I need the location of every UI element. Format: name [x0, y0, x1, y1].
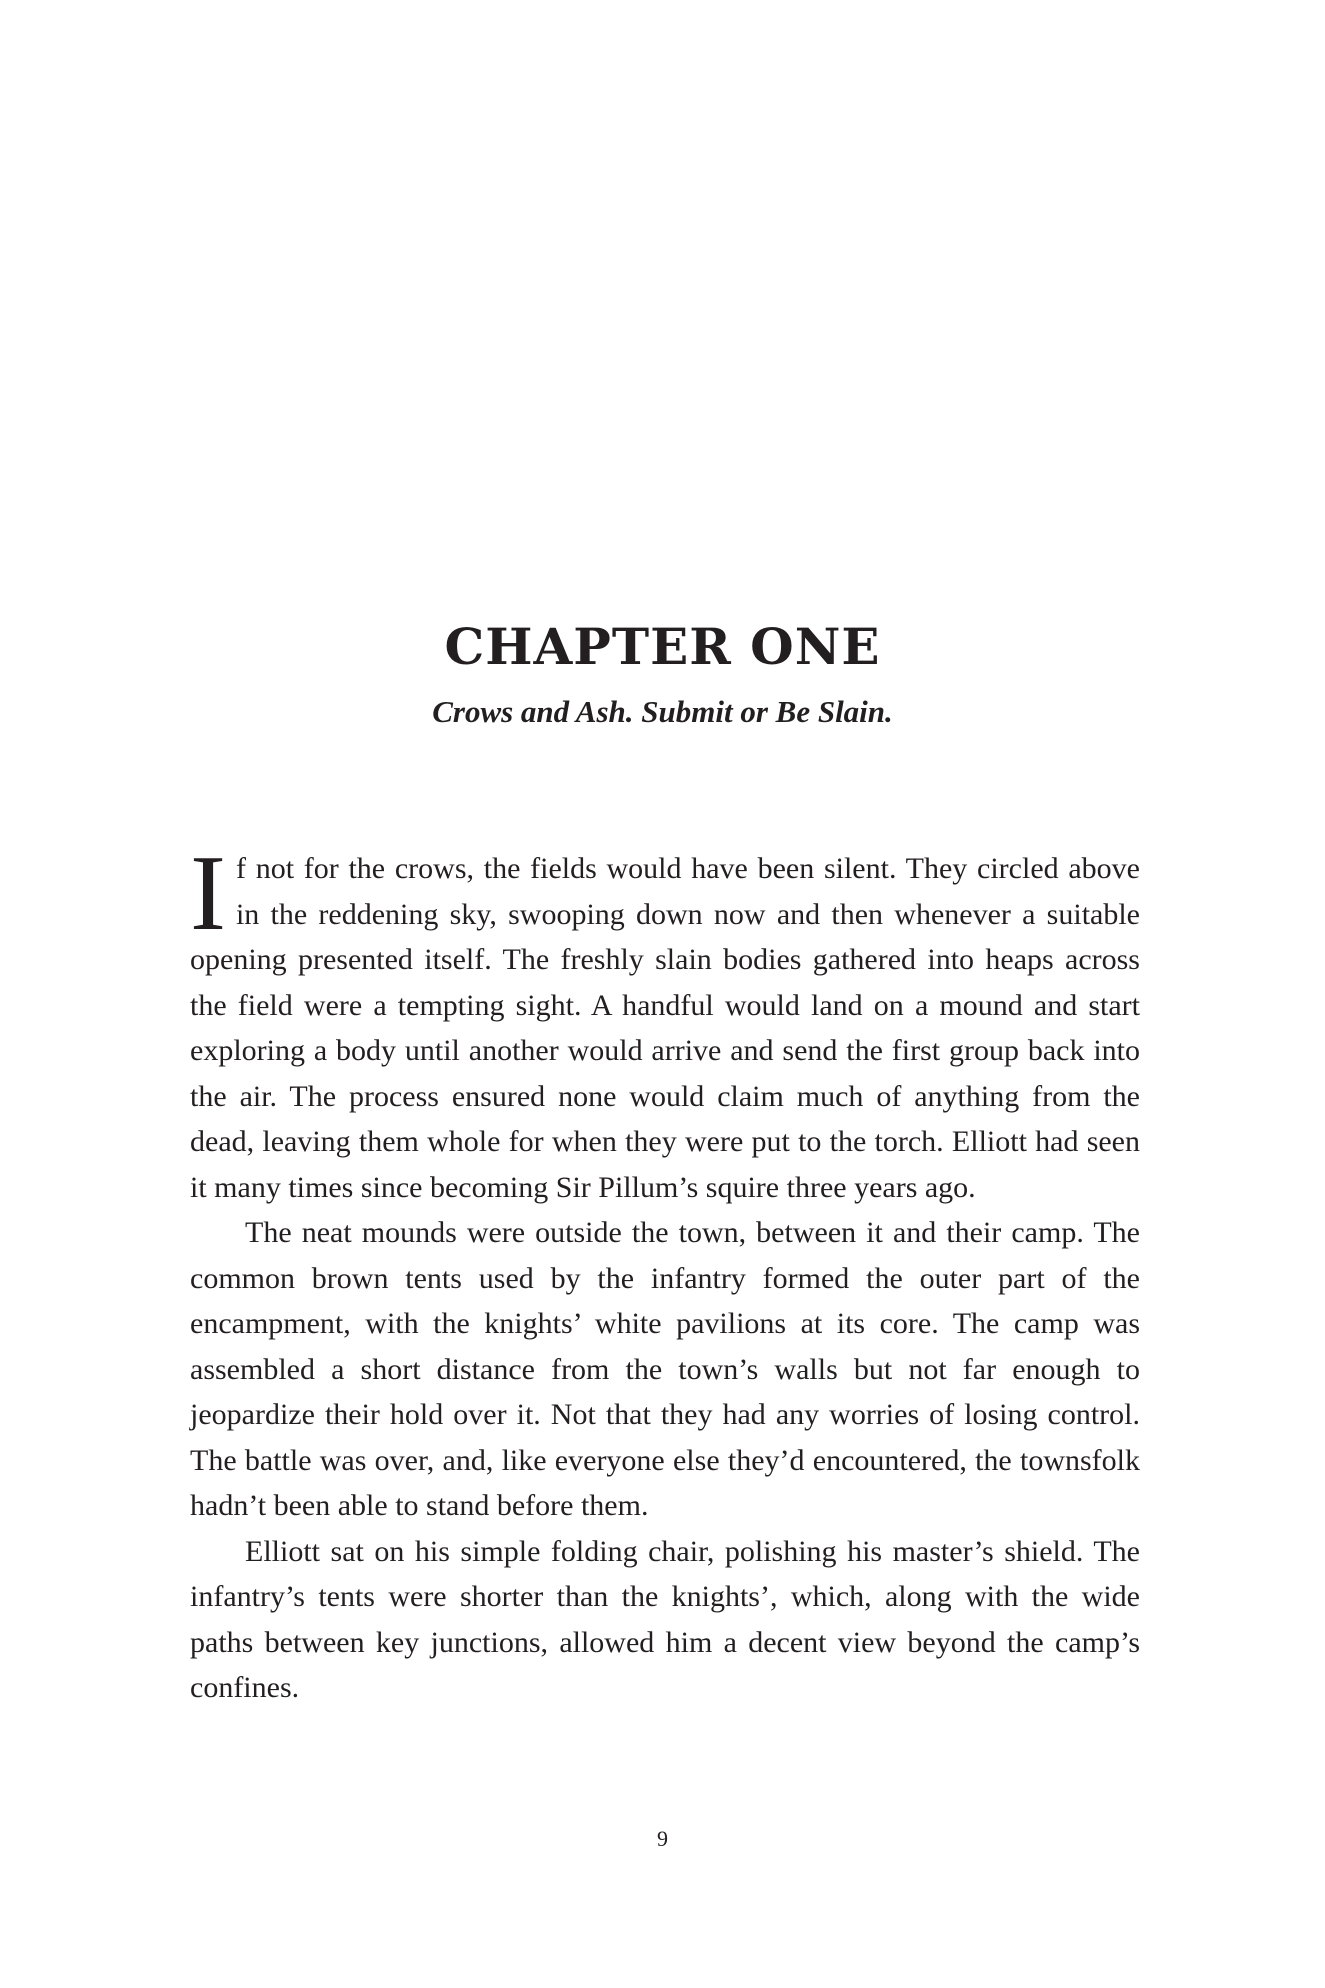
paragraph-2: The neat mounds were outside the town, between it and their camp. The common brown tents used by the infantry formed the outer part of the encampment, with the knights’ white pavilions at its core. The camp was assembled a short distance from the town’s walls but not far enough to jeopardize their hold over it. Not that they had any worries of losing control. The battle was over, and, like everyone else they’d encountered, the townsfolk hadn’t been able to stand before them. [190, 1216, 1140, 1522]
chapter-title: CHAPTER ONE [444, 617, 881, 676]
paragraph-3: Elliott sat on his simple folding chair, polishing his master’s shield. The infantry’s tents were shorter than the knights’, which, along with the wide paths between key junctions, allowed him a decent view beyond the camp’s confines. [190, 1534, 1140, 1704]
chapter-subtitle: Crows and Ash. Submit or Be Slain. [432, 694, 893, 729]
paragraph-1-text: f not for the crows, the fields would have been silent. They circled above in the reddening sky, swooping down now and then whenever a suitable opening presented itself. The freshly slain bodies gathered into heaps across the field were a tempting sight. A handful would land on a mound and start exploring a body until another would arrive and send the first group back into the air. The process ensured none would claim much of anything from the dead, leaving them whole for when they were put to the torch. Elliott had seen it many times since becoming Sir Pillum’s squire three years ago. [190, 852, 1140, 1204]
drop-cap: I [190, 834, 226, 953]
chapter-body [190, 834, 1140, 1711]
page-number: 9 [657, 1826, 668, 1851]
paragraph-1 [190, 834, 1140, 1210]
